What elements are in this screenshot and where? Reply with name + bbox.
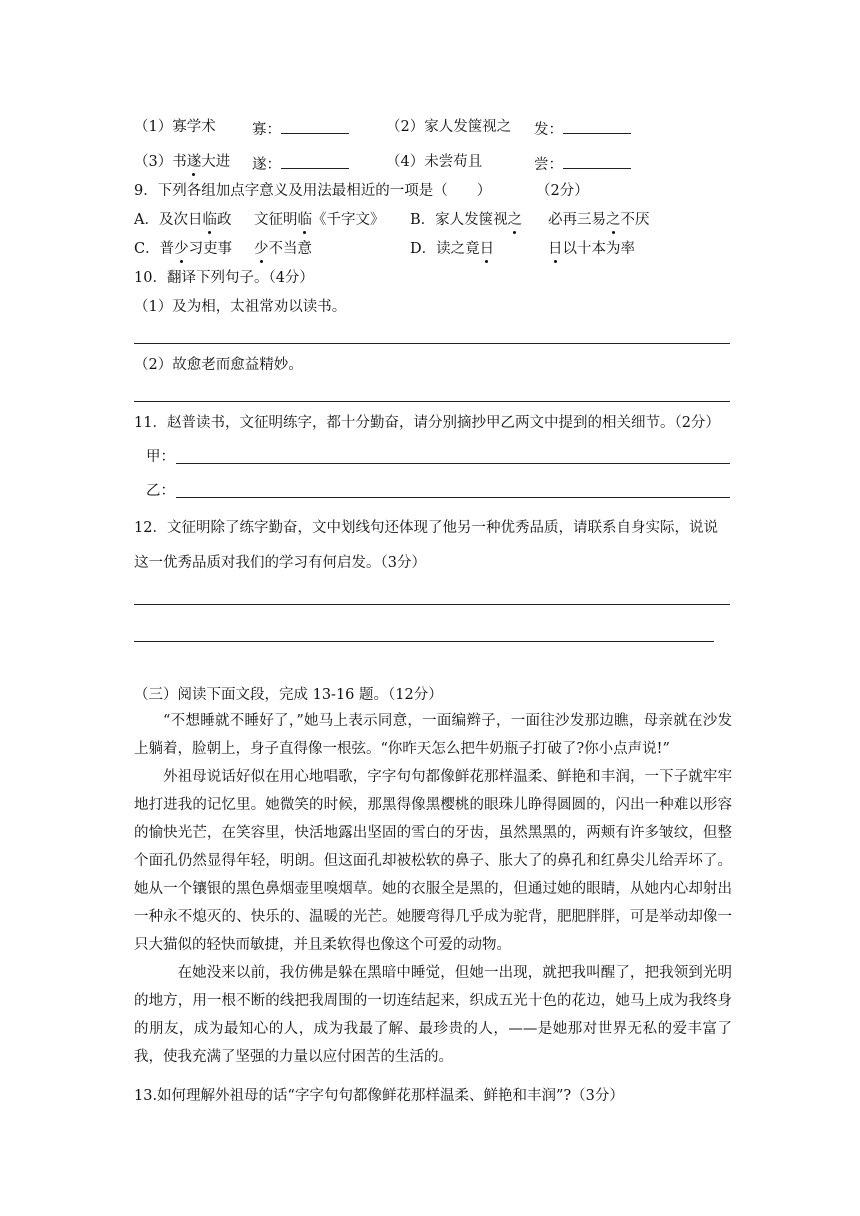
q11-yi-label: 乙： [146, 483, 175, 499]
dotted-char: 之 [606, 212, 621, 228]
q8-item-1 [134, 118, 216, 136]
q9-option-c-second [254, 240, 312, 258]
option-text: 文征明 [254, 212, 298, 228]
answer-line[interactable] [134, 604, 730, 605]
answer-line-yi[interactable] [176, 497, 730, 498]
q8-item-3 [134, 153, 230, 171]
section3-heading: （三）阅读下面文段，完成 13-16 题。（12分） [134, 687, 443, 703]
item-text: 未尝苟且 [424, 154, 483, 170]
dotted-char: 日 [479, 241, 495, 257]
q12-line-2: 这一优秀品质对我们的学习有何启发。（3分） [134, 555, 426, 571]
q12-line-1: 12．文征明除了练字勤奋，文中划线句还体现了他另一种优秀品质，请联系自身实际，说说 [134, 520, 718, 536]
answer-line[interactable] [134, 343, 730, 344]
answer-label: 遂： [252, 157, 281, 173]
dotted-char: 少 [174, 241, 189, 257]
q8-answer-2 [534, 118, 631, 139]
answer-label: 尝： [534, 157, 563, 173]
item-text: 大进 [201, 154, 231, 170]
q8-answer-4 [534, 153, 631, 174]
q9-points: （2分） [536, 183, 589, 199]
passage-paragraph-3: 在她没来以前，我仿佛是躲在黑暗中睡觉，但她一出现，就把我叫醒了，把我领到光明的地方，用一根不断的线把我周围的一切连结起来，织成五光十色的花边，她马上成为我终身的朋友，成为最知心的人，成为我最了解、最珍贵的人，——是她那对世界无私的爱丰富了我，使我充满了坚强的力量以应付困苦的生活的。 [134, 965, 732, 1065]
question-text: 9．下列各组加点字意义及用法最相近的一项是（ ） [134, 183, 492, 199]
option-text: 必再三易 [548, 212, 606, 228]
option-text: 不厌 [620, 212, 650, 228]
option-text: 不当意 [268, 241, 312, 257]
dotted-char: 之 [507, 212, 523, 228]
option-label: C． [134, 241, 160, 257]
q11-jia-label: 甲： [146, 449, 175, 465]
answer-line[interactable] [134, 641, 714, 642]
answer-blank[interactable] [281, 118, 349, 134]
option-text: 习吏事 [188, 241, 233, 257]
answer-blank[interactable] [563, 118, 631, 134]
q13-stem: 13.如何理解外祖母的话“字字句句都像鲜花那样温柔、鲜艳和丰润”?（3分） [134, 1088, 624, 1104]
q10-sentence-2: （2）故愈老而愈益精妙。 [134, 357, 303, 373]
dotted-char: 遂 [186, 154, 202, 170]
item-text: 学术 [186, 119, 216, 135]
option-text: 《千字文》 [312, 212, 385, 228]
option-text: 普 [159, 241, 175, 257]
item-text: 书 [172, 154, 187, 170]
option-text: 及次日 [158, 212, 203, 228]
item-number: （3） [134, 154, 173, 170]
q8-item-2 [386, 118, 511, 136]
answer-label: 发： [534, 122, 563, 138]
dotted-char: 临 [202, 212, 217, 228]
option-text: 读之竟 [436, 241, 480, 257]
dotted-char: 临 [297, 212, 312, 228]
reading-passage [134, 707, 732, 1071]
q8-answer-1 [252, 118, 349, 139]
answer-line-jia[interactable] [176, 463, 730, 464]
q9-option-b[interactable] [410, 211, 522, 229]
q9-stem [134, 182, 491, 200]
item-number: （2） [386, 119, 425, 135]
passage-paragraph-2: 外祖母说话好似在用心地唱歌，字字句句都像鲜花那样温柔、鲜艳和丰润，一下子就牢牢地打进我的记忆里。她微笑的时候，那黑得像黑樱桃的眼珠儿睁得圆圆的，闪出一种难以形容的愉快光芒，在笑容里，快活地露出坚固的雪白的牙齿，虽然黑黑的，两颊有许多皱纹，但整个面孔仍然显得年轻，明朗。但这面孔却被松软的鼻子、胀大了的鼻孔和红鼻尖儿给弄坏了。她从一个镶银的黑色鼻烟壶里嗅烟草。她的衣服全是黑的，但通过她的眼睛，从她内心却射出一种永不熄灭的、快乐的、温暖的光芒。她腰弯得几乎成为驼背，肥肥胖胖，可是举动却像一只大猫似的轻快而敏捷，并且柔软得也像这个可爱的动物。 [134, 769, 732, 953]
dotted-char: 日 [548, 241, 563, 257]
option-text: 家人发箧视 [435, 212, 508, 228]
q9-option-a-second [254, 211, 385, 229]
q9-option-b-second [548, 211, 650, 229]
q10-sentence-1: （1）及为相，太祖常劝以读书。 [134, 299, 347, 315]
answer-blank[interactable] [281, 153, 349, 169]
q9-option-a[interactable] [134, 211, 231, 229]
q9-option-d-second [548, 240, 635, 258]
option-text: 政 [216, 212, 232, 228]
option-text: 以十本为率 [562, 241, 635, 257]
q8-answer-3 [252, 153, 349, 174]
option-label: B． [410, 212, 436, 228]
item-number: （4） [386, 154, 425, 170]
item-text: 寡 [172, 119, 187, 135]
q10-stem: 10．翻译下列句子。（4分） [134, 270, 314, 286]
dotted-char: 少 [254, 241, 269, 257]
q11-stem: 11．赵普读书，文征明练字，都十分勤奋，请分别摘抄甲乙两文中提到的相关细节。（2分） [134, 415, 720, 431]
answer-line[interactable] [134, 401, 730, 402]
q9-option-c[interactable] [134, 240, 232, 258]
passage-paragraph-1: “不想睡就不睡好了，”她马上表示同意，一面编辫子，一面往沙发那边瞧，母亲就在沙发上躺着，脸朝上，身子直得像一根弦。“你昨天怎么把牛奶瓶子打破了?你小点声说!” [134, 713, 732, 757]
option-label: A． [134, 212, 159, 228]
option-label: D． [410, 241, 437, 257]
q9-option-d[interactable] [410, 240, 494, 258]
item-number: （1） [134, 119, 173, 135]
answer-label: 寡： [252, 122, 281, 138]
item-text: 家人发箧视之 [424, 119, 512, 135]
answer-blank[interactable] [563, 153, 631, 169]
q8-item-4 [386, 153, 482, 171]
